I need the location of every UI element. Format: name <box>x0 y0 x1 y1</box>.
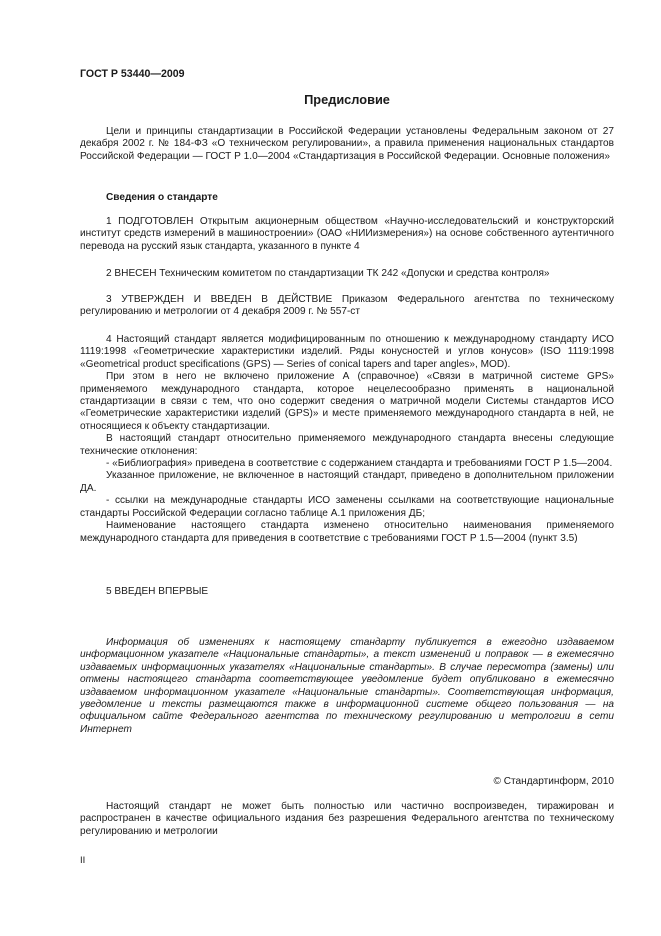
copyright-notice: © Стандартинформ, 2010 <box>493 776 614 787</box>
item-1-block <box>80 216 614 253</box>
item-4-paragraph: Наименование настоящего стандарта изменено относительно наименования применяемого международного стандарта для приведения в соответствие с требованиями ГОСТ Р 1.5—2004 (пункт 3.5) <box>80 520 614 544</box>
document-header: ГОСТ Р 53440—2009 <box>80 68 185 80</box>
item-5-paragraph: 5 ВВЕДЕН ВПЕРВЫЕ <box>106 586 209 597</box>
item-4-paragraph: - ссылки на международные стандарты ИСО заменены ссылками на соответствующие национальные стандарты Российской Федерации согласно таблице А.1 приложения ДБ; <box>80 495 614 519</box>
intro-section <box>80 126 614 163</box>
item-1-paragraph: 1 ПОДГОТОВЛЕН Открытым акционерным обществом «Научно-исследовательский и конструкторский институт средств измерений в машиностроении» (ОАО «НИИизмерения») на основе собственного аутентичного перевода на русский язык стандарта, указанного в пункте 4 <box>80 216 614 252</box>
item-2-block <box>80 268 614 280</box>
notice-paragraph: Информация об изменениях к настоящему стандарту публикуется в ежегодно издаваемом информационном указателе «Национальные стандарты», а текст изменений и поправок — в ежемесячно издаваемых информационных указателях «Национальные стандарты». В случае пересмотра (замены) или отмены настоящего стандарта соответствующее уведомление будет опубликовано в ежемесячно издаваемом информационном указателе «Национальные стандарты». Соответствующая информация, уведомление и тексты размещаются также в информационной системе общего пользования — на официальном сайте Федерального агентства по техническому регулированию и метрологии в сети Интернет <box>80 637 614 735</box>
notice-block <box>80 637 614 736</box>
page-number: II <box>80 855 86 866</box>
page-title: Предисловие <box>304 92 390 107</box>
item-4-paragraph: Указанное приложение, не включенное в настоящий стандарт, приведено в дополнительном приложении ДА. <box>80 470 614 494</box>
item-4-paragraph: При этом в него не включено приложение А (справочное) «Связи в матричной системе GPS» применяемого международного стандарта, которое нецелесообразно применять в национальной стандартизации в связи с тем, что оно содержит сведения о матричной модели Системы стандартов ИСО «Геометрические характеристики изделий (GPS)» и месте применяемого международного стандарта в ней, не относящиеся к объекту стандартизации. <box>80 371 614 432</box>
intro-paragraph: Цели и принципы стандартизации в Российской Федерации установлены Федеральным законом от 27 декабря 2002 г. № 184-ФЗ «О техническом регулировании», а правила применения национальных стандартов Российской Федерации — ГОСТ Р 1.0—2004 «Стандартизация в Российской Федерации. Основные положения» <box>80 126 614 162</box>
reproduction-block <box>80 801 614 838</box>
item-4-paragraph: В настоящий стандарт относительно применяемого международного стандарта внесены следующие технические отклонения: <box>80 433 614 457</box>
item-3-paragraph: 3 УТВЕРЖДЕН И ВВЕДЕН В ДЕЙСТВИЕ Приказом Федерального агентства по техническому регулированию и метрологии от 4 декабря 2009 г. № 557-ст <box>80 294 614 318</box>
item-3-block <box>80 294 614 319</box>
item-4-paragraph: 4 Настоящий стандарт является модифицированным по отношению к международному стандарту ИСО 1119:1998 «Геометрические характеристики изделий. Ряды конусностей и углов конусов» (ISO 1119:1998 «Geometrical product specifications (GPS) — Series of conical tapers and taper angles», MOD). <box>80 334 614 370</box>
reproduction-paragraph: Настоящий стандарт не может быть полностью или частично воспроизведен, тиражирован и распространен в качестве официального издания без разрешения Федерального агентства по техническому регулированию и метрологии <box>80 801 614 837</box>
item-2-paragraph: 2 ВНЕСЕН Техническим комитетом по стандартизации ТК 242 «Допуски и средства контроля» <box>106 268 550 279</box>
document-page <box>80 0 614 936</box>
standard-info-heading: Сведения о стандарте <box>106 192 218 203</box>
item-5-block <box>80 586 614 598</box>
standard-info-heading-block <box>80 192 614 204</box>
item-4-paragraph: - «Библиография» приведена в соответствие с содержанием стандарта и требованиями ГОСТ Р 1.5—2004. <box>106 458 613 470</box>
item-4-block <box>80 334 614 545</box>
